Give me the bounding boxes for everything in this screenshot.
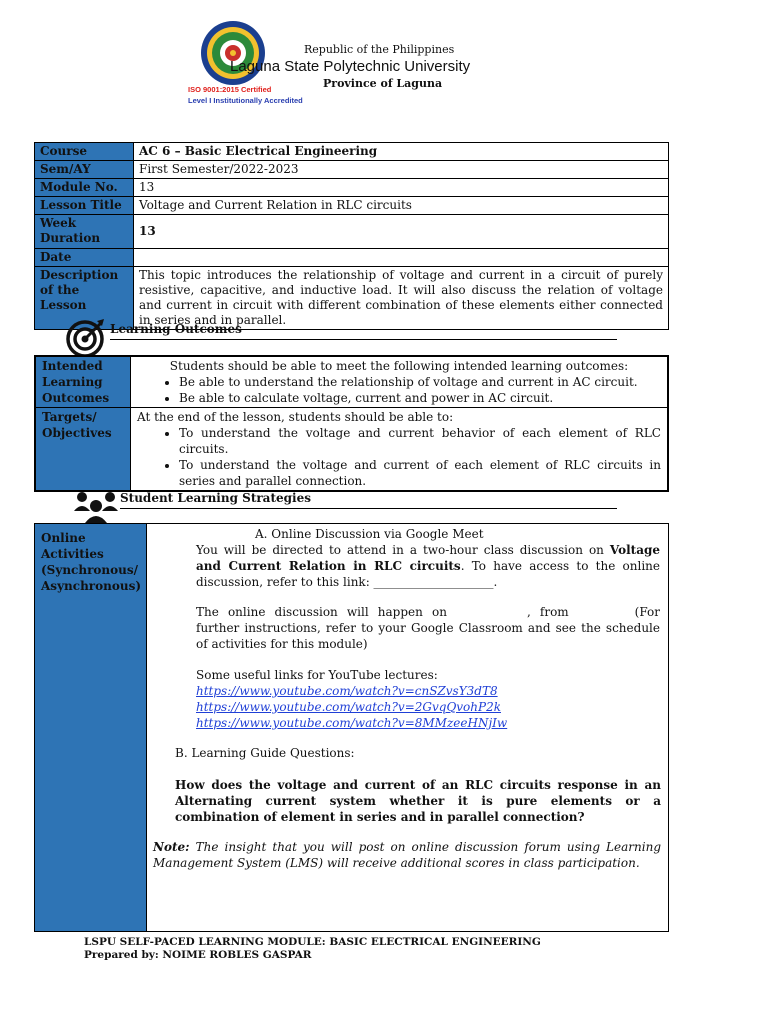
note-text: The insight that you will post on online discussion forum using Learning Management System (LMS) will receive additional scores in class participation.: [153, 840, 661, 870]
paragraph-text: . To have access to the online discussion, refer to this link: ____________________.: [196, 559, 660, 589]
week-value: 13: [134, 215, 669, 249]
table-row: [35, 408, 668, 492]
ilo-list: [137, 374, 661, 406]
strategies-heading: Student Learning Strategies: [120, 491, 311, 505]
course-info-table: [34, 142, 669, 330]
description-label: Description of the Lesson: [35, 267, 134, 330]
targets-intro: At the end of the lesson, students should be able to:: [137, 410, 454, 424]
course-value: AC 6 – Basic Electrical Engineering: [134, 143, 669, 161]
paragraph-text: The online discussion will happen on: [196, 605, 447, 619]
learning-outcomes-table: [34, 355, 669, 492]
section-divider: [120, 508, 617, 509]
ilo-cell: [131, 356, 669, 408]
group-people-icon: [72, 489, 120, 523]
province-text: Province of Laguna: [323, 77, 443, 90]
discussion-paragraph: [196, 542, 660, 590]
targets-cell: [131, 408, 669, 492]
table-row: [35, 267, 669, 330]
module-value: 13: [134, 179, 669, 197]
description-value: This topic introduces the relationship of voltage and current in a circuit of purely resistive, capacitive, and inductive load. It will also discuss the relation of voltage and current in circuit with different combination of these elements either connected in series and in parallel.: [134, 267, 669, 330]
ilo-label: Intended Learning Outcomes: [35, 356, 131, 408]
table-row: [35, 356, 668, 408]
target-icon: [66, 318, 106, 358]
schedule-paragraph: [196, 604, 660, 652]
youtube-link[interactable]: https://www.youtube.com/watch?v=2GvqQvohP2k: [196, 700, 501, 714]
youtube-link[interactable]: https://www.youtube.com/watch?v=8MMzeeHNjIw: [196, 716, 508, 730]
section-a-title: A. Online Discussion via Google Meet: [255, 527, 484, 541]
table-row: [35, 143, 669, 161]
guide-question: How does the voltage and current of an RLC circuits response in an Alternating current system whether it is pure elements or a combination of element in series and in parallel connection?: [175, 778, 661, 824]
youtube-links-intro: Some useful links for YouTube lectures:: [196, 668, 438, 682]
list-item: • To understand the voltage and current of each element of RLC circuits in series and parallel connection.: [179, 457, 661, 489]
paragraph-text: You will be directed to attend in a two-hour class discussion on: [196, 543, 610, 557]
week-label: Week Duration: [35, 215, 134, 249]
date-label: Date: [35, 249, 134, 267]
list-item: • Be able to calculate voltage, current and power in AC circuit.: [179, 390, 661, 406]
footer-prepared-by: Prepared by: NOIME ROBLES GASPAR: [84, 949, 312, 961]
targets-list: [137, 425, 661, 489]
course-label: Course: [35, 143, 134, 161]
module-label: Module No.: [35, 179, 134, 197]
online-activities-label: Online Activities (Synchronous/ Asynchronous): [35, 524, 147, 931]
paragraph-text: (For further instructions, refer to your Google Classroom and see the schedule of activities for this module): [196, 605, 660, 651]
sem-value: First Semester/2022-2023: [134, 161, 669, 179]
table-row: [35, 161, 669, 179]
accreditation-level: Level I Institutionally Accredited: [188, 96, 303, 105]
table-row: [35, 215, 669, 249]
note-paragraph: [153, 839, 661, 871]
footer-module-title: LSPU SELF-PACED LEARNING MODULE: BASIC ELECTRICAL ENGINEERING: [84, 936, 541, 948]
learning-outcomes-heading: Learning Outcomes: [110, 322, 242, 336]
youtube-links: [196, 683, 507, 731]
lesson-topic-bold: Voltage and Current Relation in RLC circuits: [196, 543, 660, 573]
date-value: [134, 249, 669, 267]
paragraph-text: , from: [526, 605, 569, 619]
lesson-label: Lesson Title: [35, 197, 134, 215]
lesson-value: Voltage and Current Relation in RLC circuits: [134, 197, 669, 215]
table-row: [35, 249, 669, 267]
youtube-link[interactable]: https://www.youtube.com/watch?v=cnSZvsY3dT8: [196, 684, 498, 698]
table-row: [35, 197, 669, 215]
ilo-intro: Students should be able to meet the following intended learning outcomes:: [169, 359, 629, 373]
section-divider: [110, 339, 617, 340]
note-label: Note:: [153, 840, 190, 854]
learning-strategies-box: [34, 523, 669, 932]
university-name: Laguna State Polytechnic University: [230, 58, 471, 75]
section-b-title: B. Learning Guide Questions:: [175, 746, 355, 760]
iso-certification: ISO 9001:2015 Certified: [188, 85, 272, 94]
list-item: • To understand the voltage and current behavior of each element of RLC circuits.: [179, 425, 661, 457]
university-seal-logo: [200, 20, 266, 86]
list-item: • Be able to understand the relationship of voltage and current in AC circuit.: [179, 374, 661, 390]
targets-label: Targets/ Objectives: [35, 408, 131, 492]
page-footer: [84, 936, 541, 962]
sem-label: Sem/AY: [35, 161, 134, 179]
republic-text: Republic of the Philippines: [304, 43, 455, 56]
table-row: [35, 179, 669, 197]
